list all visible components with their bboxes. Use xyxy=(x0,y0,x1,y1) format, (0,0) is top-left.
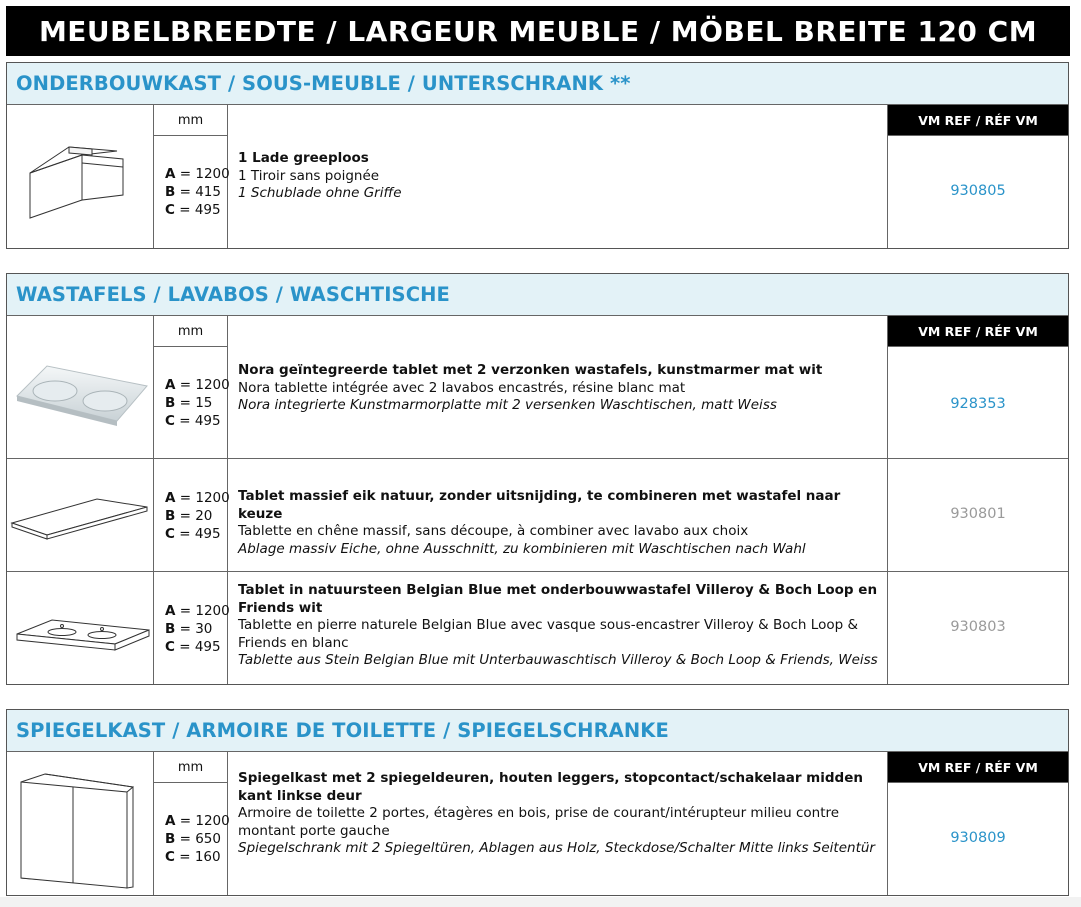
description-cell xyxy=(228,316,888,458)
dimension-c: 495 xyxy=(194,413,221,429)
reference-number: 930801 xyxy=(950,506,1006,522)
dimension-c: 495 xyxy=(194,526,221,542)
dimensions: A = 1200 B = 650 C = 160 xyxy=(165,813,230,865)
product-image-cell xyxy=(7,316,154,458)
dimension-b: 20 xyxy=(195,508,213,524)
double-washbasin-icon xyxy=(7,316,153,458)
dimension-c: 495 xyxy=(194,639,221,655)
description-cell xyxy=(228,752,888,895)
dimensions: A = 1200 B = 415 C = 495 xyxy=(165,166,230,218)
description-de: Ablage massiv Eiche, ohne Ausschnitt, zu kombinieren mit Waschtischen nach Wahl xyxy=(238,540,806,557)
description-nl: Spiegelkast met 2 spiegeldeuren, houten leggers, stopcontact/schakelaar midden kant linkse deur xyxy=(238,770,863,804)
section-spiegelkast xyxy=(6,709,1069,896)
description-nl: Tablet massief eik natuur, zonder uitsnijding, te combineren met wastafel naar keuze xyxy=(238,488,841,522)
section-wastafels xyxy=(6,273,1069,685)
product-image-cell xyxy=(7,105,154,248)
reference-cell xyxy=(888,105,1068,248)
ref-header: VM REF / RÉF VM xyxy=(888,752,1068,783)
description-nl: 1 Lade greeploos xyxy=(238,150,369,166)
reference-cell xyxy=(888,316,1068,458)
reference-number: 928353 xyxy=(950,396,1006,412)
dimension-b: 30 xyxy=(195,621,213,637)
stone-top-icon xyxy=(7,572,153,684)
product-image-cell xyxy=(7,459,154,571)
dimension-a: 1200 xyxy=(195,813,230,829)
dimensions-cell xyxy=(154,752,228,895)
wooden-top-icon xyxy=(7,459,153,571)
description-nl: Nora geïntegreerde tablet met 2 verzonken wastafels, kunstmarmer mat wit xyxy=(238,362,823,378)
description-de: 1 Schublade ohne Griffe xyxy=(238,185,402,201)
dimension-c: 495 xyxy=(194,202,221,218)
description-fr: 1 Tiroir sans poignée xyxy=(238,167,380,184)
reference-number: 930809 xyxy=(950,830,1006,846)
table-row xyxy=(7,571,1068,684)
dimension-b: 15 xyxy=(195,395,213,411)
description-cell xyxy=(228,105,888,248)
section-heading: WASTAFELS / LAVABOS / WASCHTISCHE xyxy=(7,274,1068,316)
description-fr: Tablette en chêne massif, sans découpe, à combiner avec lavabo aux choix xyxy=(238,523,749,539)
mm-header: mm xyxy=(154,105,227,136)
reference-number: 930805 xyxy=(950,183,1006,199)
dimensions-cell xyxy=(154,316,228,458)
table-row xyxy=(7,752,1068,895)
dimension-a: 1200 xyxy=(195,490,230,506)
section-heading: SPIEGELKAST / ARMOIRE DE TOILETTE / SPIEGELSCHRANKE xyxy=(7,710,1068,752)
dimension-a: 1200 xyxy=(195,377,230,393)
dimension-b: 650 xyxy=(195,831,221,847)
ref-header: VM REF / RÉF VM xyxy=(888,316,1068,347)
dimensions-cell xyxy=(154,459,228,571)
reference-cell xyxy=(888,752,1068,895)
dimension-b: 415 xyxy=(195,184,221,200)
reference-number: 930803 xyxy=(950,619,1006,635)
description-cell xyxy=(228,459,888,571)
dimensions: A = 1200 B = 30 C = 495 xyxy=(165,603,230,655)
dimensions-cell xyxy=(154,572,228,684)
table-row xyxy=(7,316,1068,458)
dimension-a: 1200 xyxy=(195,603,230,619)
description-fr: Nora tablette intégrée avec 2 lavabos encastrés, résine blanc mat xyxy=(238,379,686,396)
dimensions: A = 1200 B = 20 C = 495 xyxy=(165,490,230,542)
page-bottom-edge xyxy=(0,897,1081,907)
ref-header: VM REF / RÉF VM xyxy=(888,105,1068,136)
page-title: MEUBELBREEDTE / LARGEUR MEUBLE / MÖBEL BREITE 120 CM xyxy=(6,6,1070,56)
description-cell xyxy=(228,572,888,684)
description-fr: Tablette en pierre naturele Belgian Blue avec vasque sous-encastrer Villeroy & Boch Loop & Friends en blanc xyxy=(238,617,858,651)
mm-header: mm xyxy=(154,752,227,783)
dimensions: A = 1200 B = 15 C = 495 xyxy=(165,377,230,429)
mirror-cabinet-icon xyxy=(7,752,153,895)
dimensions-cell xyxy=(154,105,228,248)
description-de: Nora integrierte Kunstmarmorplatte mit 2 versenken Waschtischen, matt Weiss xyxy=(238,397,777,413)
section-onderbouwkast xyxy=(6,62,1069,249)
section-heading: ONDERBOUWKAST / SOUS-MEUBLE / UNTERSCHRANK ** xyxy=(7,63,1068,105)
dimension-c: 160 xyxy=(194,849,221,865)
reference-cell xyxy=(888,572,1068,684)
drawer-cabinet-icon xyxy=(7,105,153,248)
description-nl: Tablet in natuursteen Belgian Blue met onderbouwwastafel Villeroy & Boch Loop en Friends wit xyxy=(238,582,878,616)
product-image-cell xyxy=(7,572,154,684)
description-de: Tablette aus Stein Belgian Blue mit Unterbauwaschtisch Villeroy & Boch Loop & Friends, Weiss xyxy=(238,652,878,668)
table-row xyxy=(7,458,1068,571)
table-row xyxy=(7,105,1068,248)
mm-header: mm xyxy=(154,316,227,347)
reference-cell xyxy=(888,459,1068,571)
description-de: Spiegelschrank mit 2 Spiegeltüren, Ablagen aus Holz, Steckdose/Schalter Mitte links Seitentür xyxy=(238,840,875,856)
product-image-cell xyxy=(7,752,154,895)
dimension-a: 1200 xyxy=(195,166,230,182)
description-fr: Armoire de toilette 2 portes, étagères en bois, prise de courant/intérupteur milieu contre montant porte gauche xyxy=(238,805,840,839)
